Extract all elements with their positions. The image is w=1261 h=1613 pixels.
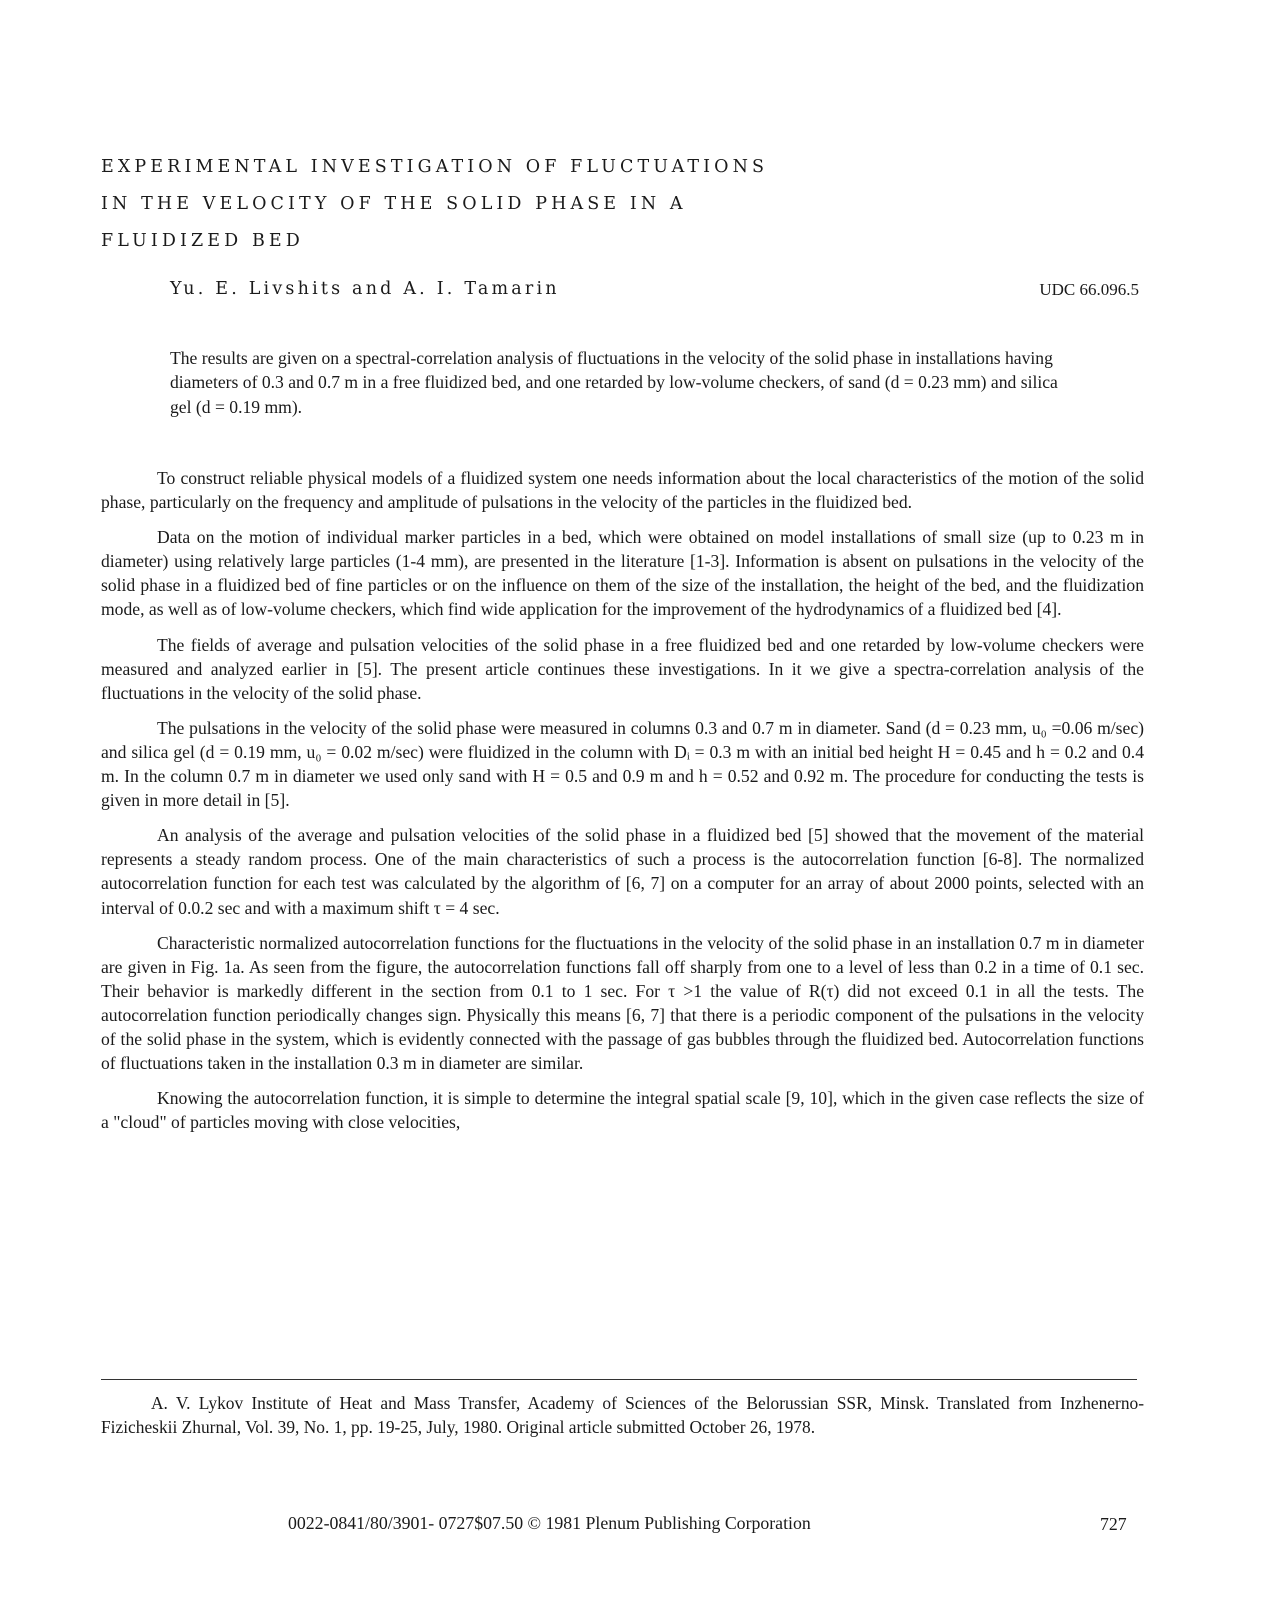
abstract: The results are given on a spectral-correlation analysis of fluctuations in the velocity of the solid phase in installations having diameters of 0.3 and 0.7 m in a free fluidized bed, and one retarded by low-volume checkers, of sand (d = 0.23 mm) and silica gel (d = 0.19 mm). [170,348,1058,417]
title-line-3: FLUIDIZED BED [101,231,304,251]
footnote-divider [101,1379,1137,1380]
title-line-1: EXPERIMENTAL INVESTIGATION OF FLUCTUATIONS [101,157,769,177]
udc-code: UDC 66.096.5 [1039,280,1139,299]
page-number: 727 [1100,1514,1127,1534]
body-text [101,466,1144,1145]
body-paragraph: Characteristic normalized autocorrelation functions for the fluctuations in the velocity of the solid phase in an installation 0.7 m in diameter are given in Fig. 1a. As seen from the figure, the autocorrelation functions fall off sharply from one to a level of less than 0.2 in a time of 0.1 sec. Their behavior is markedly different in the section from 0.1 to 1 sec. For τ >1 the value of R(τ) did not exceed 0.1 in all the tests. The autocorrelation function periodically changes sign. Physically this means [6, 7] that there is a periodic component of the pulsations in the velocity of the solid phase in the system, which is evidently connected with the passage of gas bubbles through the fluidized bed. Autocorrelation functions of fluctuations taken in the installation 0.3 m in diameter are similar. [101,932,1144,1074]
footnote: A. V. Lykov Institute of Heat and Mass Transfer, Academy of Sciences of the Belorussian SSR, Minsk. Translated from Inzhenerno-Fizicheskii Zhurnal, Vol. 39, No. 1, pp. 19-25, July, 1980. Original article submitted October 26, 1978. [101,1393,1144,1437]
body-paragraph: An analysis of the average and pulsation velocities of the solid phase in a fluidized bed [5] showed that the movement of the material represents a steady random process. One of the main characteristics of such a process is the autocorrelation function [6-8]. The normalized autocorrelation function for each test was calculated by the algorithm of [6, 7] on a computer for an array of about 2000 points, selected with an interval of 0.0.2 sec and with a maximum shift τ = 4 sec. [101,825,1144,918]
body-paragraph: The fields of average and pulsation velocities of the solid phase in a free fluidized bed and one retarded by low-volume checkers were measured and analyzed earlier in [5]. The present article continues these investigations. In it we give a spectra-correlation analysis of the fluctuations in the velocity of the solid phase. [101,634,1144,703]
body-paragraph: Knowing the autocorrelation function, it is simple to determine the integral spatial scale [9, 10], which in the given case reflects the size of a "cloud" of particles moving with close velocities, [101,1088,1144,1133]
authors: Yu. E. Livshits and A. I. Tamarin [170,279,560,299]
body-paragraph: Data on the motion of individual marker particles in a bed, which were obtained on model installations of small size (up to 0.23 m in diameter) using relatively large particles (1-4 mm), are presented in the literature [1-3]. Information is absent on pulsations in the velocity of the solid phase in a fluidized bed of fine particles or on the influence on them of the size of the installation, the height of the bed, and the fluidization mode, as well as of low-volume checkers, which find wide application for the improvement of the hydrodynamics of a fluidized bed [4]. [101,527,1144,620]
body-paragraph: The pulsations in the velocity of the solid phase were measured in columns 0.3 and 0.7 m in diameter. Sand (d = 0.23 mm, u₀ =0.06 m/sec) and silica gel (d = 0.19 mm, u₀ = 0.02 m/sec) were fluidized in the column with Dᵢ = 0.3 m with an initial bed height H = 0.45 and h = 0.2 and 0.4 m. In the column 0.7 m in diameter we used only sand with H = 0.5 and 0.9 m and h = 0.52 and 0.92 m. The procedure for conducting the tests is given in more detail in [5]. [101,717,1144,811]
title-line-2: IN THE VELOCITY OF THE SOLID PHASE IN A [101,194,687,214]
copyright-line: 0022-0841/80/3901- 0727$07.50 © 1981 Plenum Publishing Corporation [288,1513,811,1533]
body-paragraph: To construct reliable physical models of a fluidized system one needs information about the local characteristics of the motion of the solid phase, particularly on the frequency and amplitude of pulsations in the velocity of the particles in the fluidized bed. [101,468,1144,513]
